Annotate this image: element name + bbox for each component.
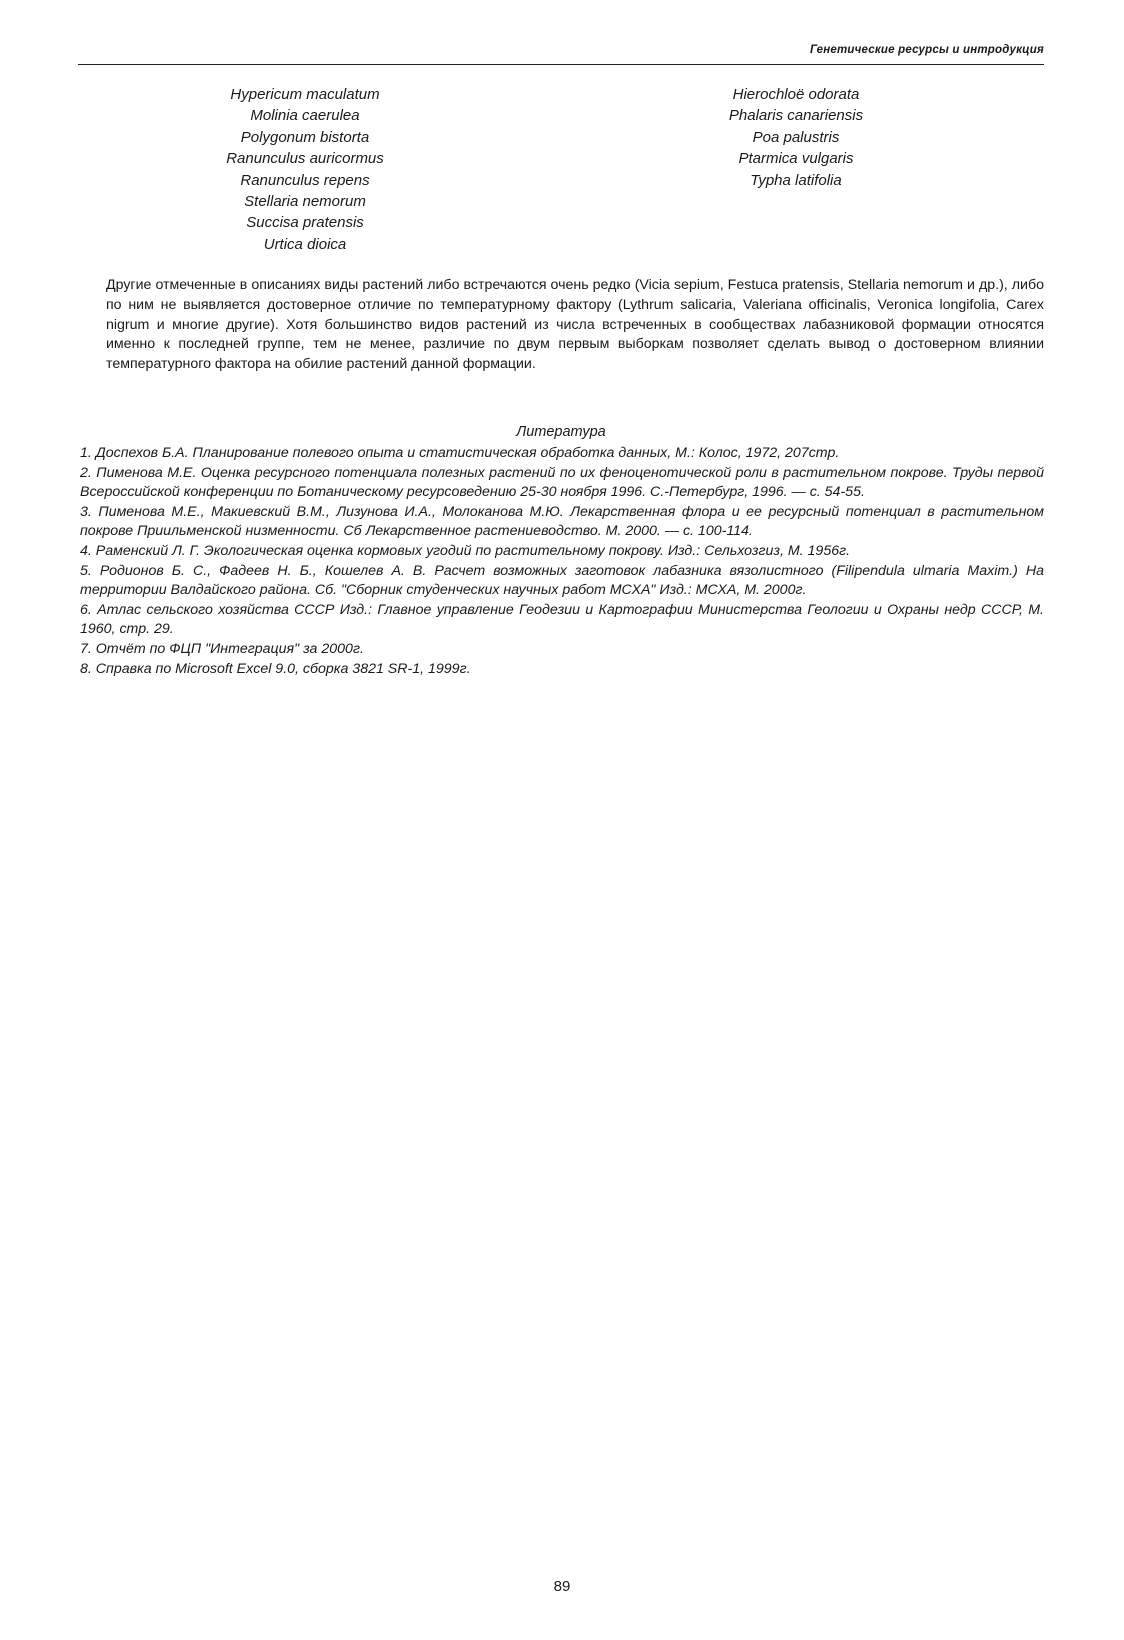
- body-paragraph: Другие отмеченные в описаниях виды растений либо встречаются очень редко (Vicia sepium, Festuca pratensis, Stellaria nemorum и др.), либо по ним не выявляется достоверное отличие по температурному фактору (Lythrum salicaria, Valeriana officinalis, Veronica longifolia, Carex nigrum и многие другие). Хотя большинство видов растений из числа встреченных в сообществах лабазниковой формации относятся именно к последней группе, тем не менее, различие по двум первым выборкам позволяет сделать вывод о достоверном влиянии температурного фактора на обилие растений данной формации.: [106, 277, 1044, 373]
- species-name: Succisa pratensis: [246, 214, 364, 232]
- species-name: Molinia caerulea: [250, 107, 360, 125]
- references-heading: Литература: [516, 424, 606, 440]
- species-name: Phalaris canariensis: [728, 107, 864, 125]
- reference-item: 8. Справка по Microsoft Excel 9.0, сборка 3821 SR-1, 1999г.: [80, 660, 471, 677]
- reference-item: 3. Пименова М.Е., Макиевский В.М., Лизунова И.А., Молоканова М.Ю. Лекарственная флора и ее ресурсный потенциал в растительном покрове Приильменской низменности. Сб Лекарственное растениеводство. М. 2000. — с. 100-114.: [80, 503, 1044, 540]
- reference-item: 4. Раменский Л. Г. Экологическая оценка кормовых угодий по растительному покрову. Изд.: Сельхозгиз, М. 1956г.: [80, 542, 851, 559]
- species-list-left: [155, 84, 455, 255]
- species-name: Stellaria nemorum: [244, 193, 366, 211]
- species-name: Ptarmica vulgaris: [738, 150, 854, 168]
- reference-item: 2. Пименова М.Е. Оценка ресурсного потенциала полезных растений по их феноценотической роли в растительном покрове. Труды первой Всероссийской конференции по Ботаническому ресурсоведению 25-30 ноября 1996. С.-Петербург, 1996. — с. 54-55.: [80, 464, 1044, 501]
- page-header: [78, 42, 1044, 65]
- species-name: Hypericum maculatum: [230, 86, 380, 103]
- reference-item: 7. Отчёт по ФЦП "Интеграция" за 2000г.: [80, 640, 364, 657]
- references-list: [80, 444, 1044, 679]
- species-name: Typha latifolia: [750, 171, 842, 189]
- reference-item: 5. Родионов Б. С., Фадеев Н. Б., Кошелев А. В. Расчет возможных заготовок лабазника вязолистного (Filipendula ulmaria Maxim.) На территории Валдайского района. Сб. "Сборник студенческих научных работ МСХА" Изд.: МСХА, М. 2000г.: [80, 562, 1044, 599]
- species-list-right: [636, 84, 956, 191]
- running-title: Генетические ресурсы и интродукция: [809, 44, 1044, 56]
- reference-item: 6. Атлас сельского хозяйства СССР Изд.: Главное управление Геодезии и Картографии Министерства Геологии и Охраны недр СССР, М. 1960, стр. 29.: [80, 601, 1044, 638]
- species-name: Polygonum bistorta: [240, 128, 370, 146]
- species-name: Poa palustris: [752, 128, 840, 146]
- species-name: Urtica dioica: [263, 235, 347, 253]
- reference-item: 1. Доспехов Б.А. Планирование полевого опыта и статистическая обработка данных, М.: Колос, 1972, 207стр.: [80, 445, 840, 461]
- species-name: Ranunculus repens: [240, 171, 370, 189]
- species-name: Hierochloë odorata: [732, 86, 860, 103]
- page-number: 89: [553, 1578, 571, 1595]
- species-name: Ranunculus auricormus: [226, 150, 384, 168]
